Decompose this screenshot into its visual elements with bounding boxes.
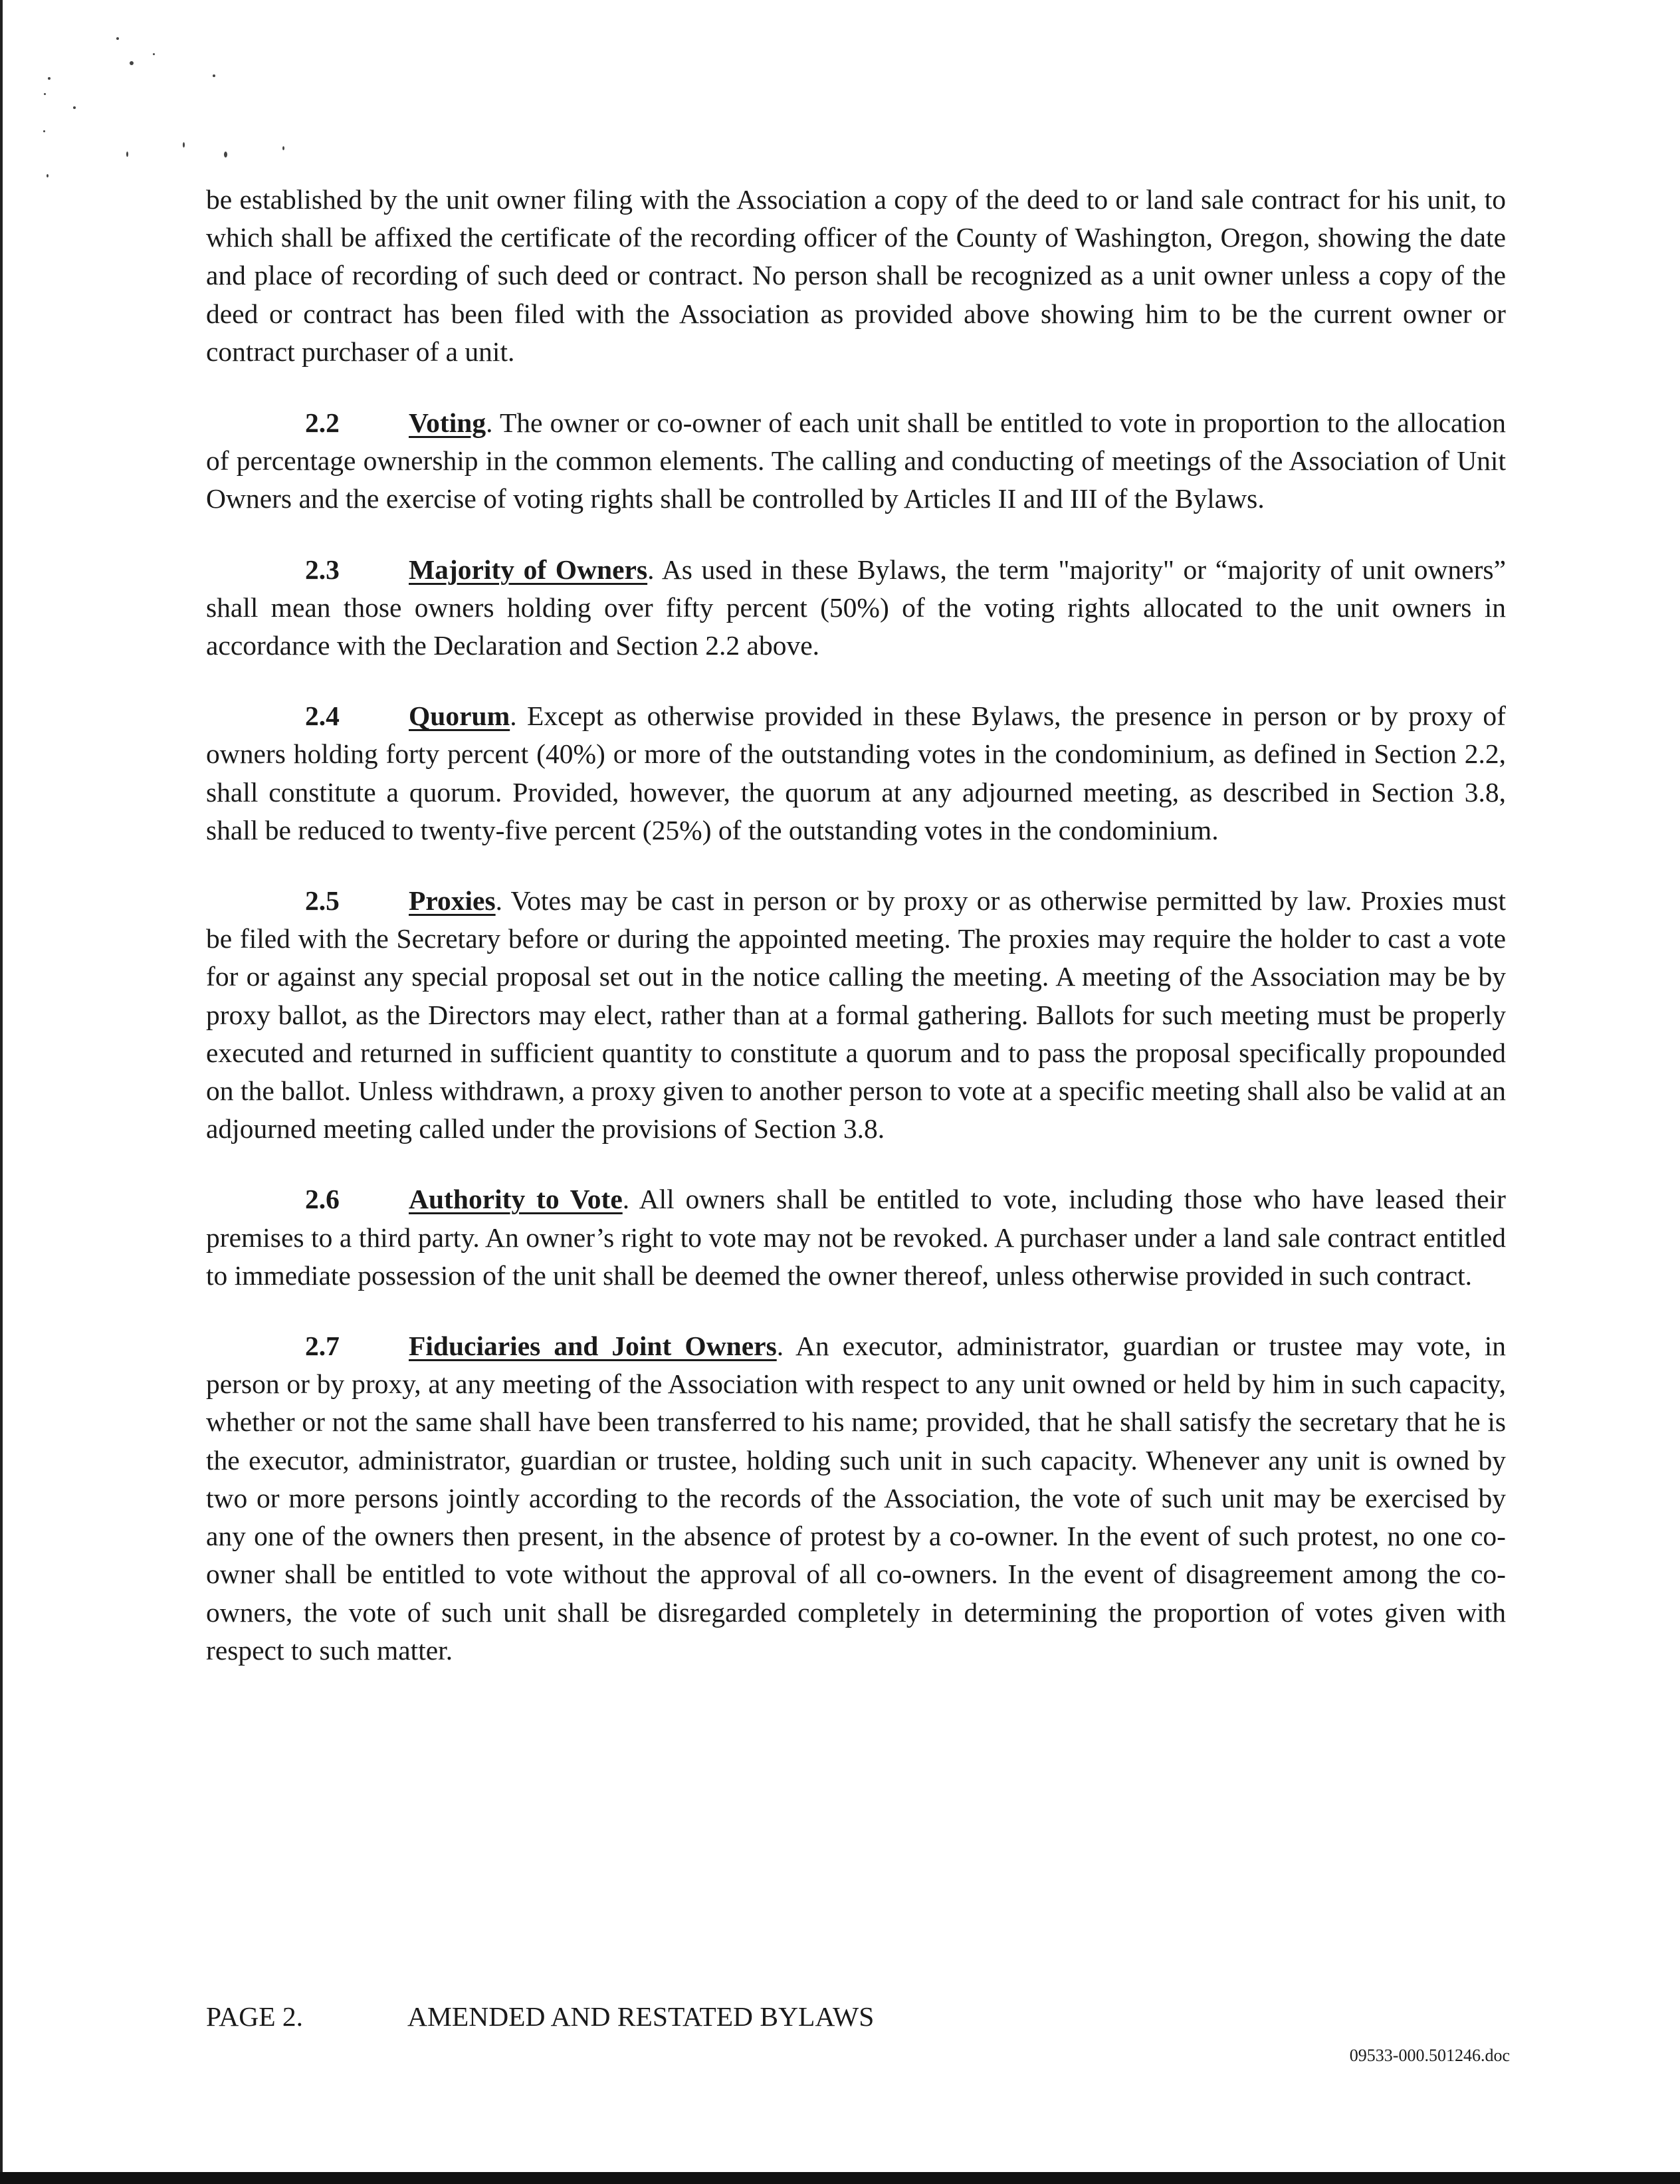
section-text: . Except as otherwise provided in these Bylaws, the presence in person or by proxy of owners holding forty percent (40%) or more of the outstanding votes in the condominium, as defined in Section 2.2, shall constitute a quorum. Provided, however, the quorum at any adjourned meeting, as described in Section 3.8, shall be reduced to twenty-five percent (25%) of the outstanding votes in the condominium. bbox=[206, 701, 1506, 845]
section-2-4 bbox=[206, 697, 1506, 849]
section-number: 2.4 bbox=[305, 701, 340, 732]
section-text: . All owners shall be entitled to vote, including those who have leased their premises to a third party. An owner’s right to vote may not be revoked. A purchaser under a land sale contract entitled to immediate possession of the unit shall be deemed the owner thereof, unless otherwise provided in such contract. bbox=[206, 1184, 1506, 1291]
section-heading: Quorum bbox=[409, 701, 510, 732]
section-number: 2.7 bbox=[305, 1331, 340, 1362]
section-2-7 bbox=[206, 1327, 1506, 1670]
scan-speck bbox=[116, 37, 119, 40]
section-heading: Authority to Vote bbox=[409, 1184, 623, 1215]
scan-speck bbox=[130, 61, 134, 65]
section-text: . Votes may be cast in person or by proxy or as otherwise permitted by law. Proxies must be filed with the Secretary before or during the appointed meeting. The proxies may require the holder to cast a vote for or against any special proposal set out in the notice calling the meeting. A meeting of the Association may be by proxy ballot, as the Directors may elect, rather than at a formal gathering. Ballots for such meeting must be properly executed and returned in sufficient quantity to constitute a quorum and to pass the proposal specifically propounded on the ballot. Unless withdrawn, a proxy given to another person to vote at a specific meeting shall also be valid at an adjourned meeting called under the provisions of Section 3.8. bbox=[206, 885, 1506, 1145]
scan-speck bbox=[183, 142, 185, 148]
section-heading: Fiduciaries and Joint Owners bbox=[409, 1331, 777, 1362]
scan-left-edge bbox=[0, 0, 3, 2184]
document-body bbox=[206, 181, 1506, 1702]
section-2-5 bbox=[206, 882, 1506, 1148]
section-heading: Voting bbox=[409, 407, 486, 439]
section-2-6 bbox=[206, 1180, 1506, 1295]
page-footer bbox=[206, 2001, 874, 2032]
scan-speck bbox=[44, 93, 46, 95]
scan-speck bbox=[43, 130, 45, 132]
section-text: . An executor, administrator, guardian or trustee may vote, in person or by proxy, at any meeting of the Association with respect to any unit owned or held by him in such capacity, whether or not the same shall have been transferred to his name; provided, that he shall satisfy the secretary that he is the executor, administrator, guardian or trustee, holding such unit in such capacity. Whenever any unit is owned by two or more persons jointly according to the records of the Association, the vote of such unit may be exercised by any one of the owners then present, in the absence of protest by a co-owner. In the event of such protest, no one co-owner shall be entitled to vote without the approval of all co-owners. In the event of disagreement among the co-owners, the vote of such unit shall be disregarded completely in determining the proportion of votes given with respect to such matter. bbox=[206, 1331, 1507, 1666]
section-heading: Majority of Owners bbox=[409, 554, 648, 585]
section-number: 2.2 bbox=[305, 407, 340, 439]
scan-speck bbox=[153, 53, 155, 55]
section-2-2 bbox=[206, 404, 1506, 518]
scan-speck bbox=[48, 77, 51, 80]
section-number: 2.6 bbox=[305, 1184, 340, 1215]
section-text: . The owner or co-owner of each unit shall be entitled to vote in proportion to the allocation of percentage ownership in the common elements. The calling and conducting of meetings of the Association of Unit Owners and the exercise of voting rights shall be controlled by Articles II and III of the Bylaws. bbox=[206, 407, 1506, 514]
section-text: . As used in these Bylaws, the term "majority" or “majority of unit owners” shall mean those owners holding over fifty percent (50%) of the voting rights allocated to the unit owners in accordance with the Declaration and Section 2.2 above. bbox=[206, 554, 1506, 661]
scan-bottom-edge bbox=[0, 2172, 1680, 2184]
section-number: 2.5 bbox=[305, 885, 340, 917]
page-number: PAGE 2. bbox=[206, 2001, 304, 2032]
scan-speck bbox=[224, 152, 227, 158]
intro-paragraph: be established by the unit owner filing with the Association a copy of the deed to or land sale contract for his unit, to which shall be affixed the certificate of the recording officer of the County of Washington, Oregon, showing the date and place of recording of such deed or contract. No person shall be recognized as a unit owner unless a copy of the deed or contract has been filed with the Association as provided above showing him to be the current owner or contract purchaser of a unit. bbox=[206, 184, 1506, 367]
section-number: 2.3 bbox=[305, 554, 340, 585]
scan-speck bbox=[126, 152, 128, 157]
footer-title: AMENDED AND RESTATED BYLAWS bbox=[407, 2001, 875, 2032]
scan-speck bbox=[47, 174, 49, 177]
section-2-3 bbox=[206, 551, 1506, 665]
scan-speck bbox=[73, 106, 76, 109]
scan-speck bbox=[282, 146, 284, 150]
section-heading: Proxies bbox=[409, 885, 496, 917]
scan-speck bbox=[213, 74, 215, 77]
document-id: 09533-000.501246.doc bbox=[1349, 2046, 1510, 2065]
